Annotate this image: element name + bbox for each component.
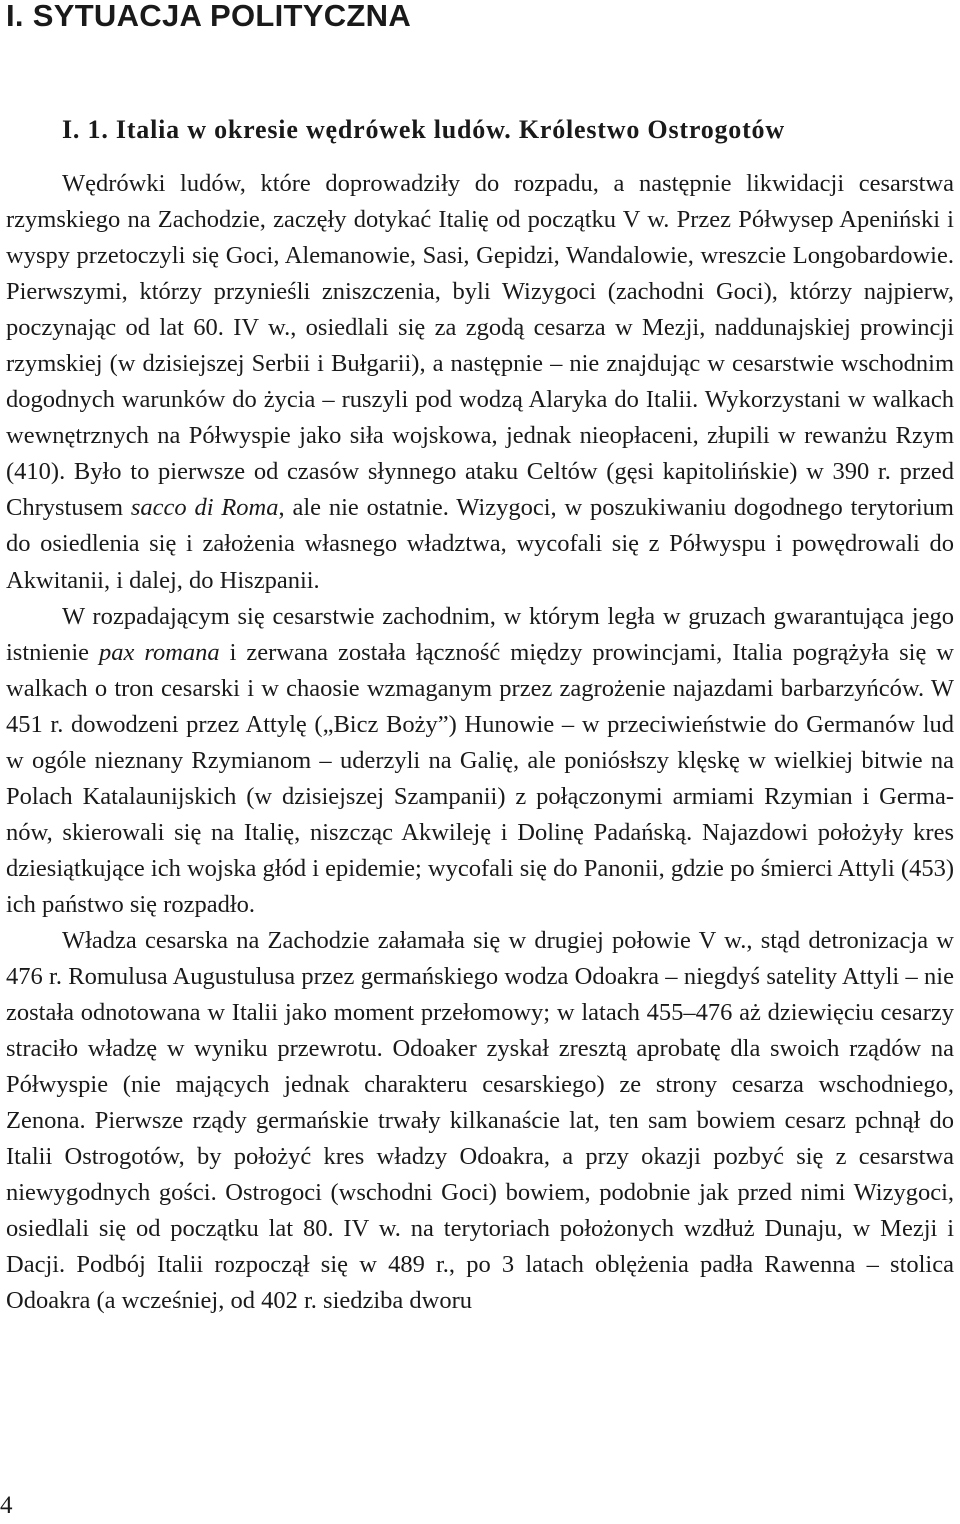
paragraph-1-text-a: Wędrówki ludów, które doprowadziły do rozpadu, a następnie likwidacji cesarstwa rzymskiego na Zachodzie, zaczęły dotykać Italię od początku V w. Przez Półwysep Apeniński i wyspy przetoczyli się Goci, Alemanowie, Sasi, Gepidzi, Wandalowie, wreszcie Longobardowie. Pierwszymi, którzy przynieśli zniszczenia, byli Wizygoci (zachodni Goci), którzy najpierw, poczynając od lat 60. IV w., osiedlali się za zgodą cesarza w Mezji, naddunajskiej prowincji rzymskiej (w dzisiejszej Serbii i Bułgarii), a następnie – nie znajdując w cesarstwie wschodnim dogodnych warunków do życia – ruszyli pod wodzą Alaryka do Italii. Wykorzystani w walkach wewnętrznych na Półwyspie jako siła wojskowa, jednak nieopłaceni, złupili w rewanżu Rzym (410). Było to pierwsze od czasów słynnego ataku Celtów (gęsi kapitolińskie) w 390 r. przed Chrystusem [6, 170, 954, 522]
paragraph-2 [6, 599, 954, 923]
paragraph-1-text-b: , ale nie ostatnie. Wizygoci, w poszukiwaniu dogodnego terytorium do osiedlenia się i założenia własnego władztwa, wycofali się z Półwyspu i powędrowali do Akwitanii, i dalej, do Hiszpanii. [6, 494, 954, 594]
page-number: 4 [0, 1492, 13, 1519]
paragraph-3-text: Władza cesarska na Zachodzie załamała się w drugiej połowie V w., stąd detronizacja w 476 r. Romulusa Augustulusa przez germańskiego wodza Odoakra – niegdyś satelity Attyli – nie została odnotowana w Italii jako moment przełomowy; w latach 455–476 aż dziewięciu cesarzy straciło władzę w wyniku przewrotu. Odoaker zyskał zresztą aprobatę dla swoich rządów na Półwyspie (nie mających jednak charakteru cesarskiego) ze strony cesarza wschodniego, Zenona. Pierwsze rządy germańskie trwały kilkanaście lat, ten sam bowiem cesarz pchnął do Italii Ostrogotów, by położyć kres władzy Odoakra, a przy okazji pozbyć się z cesarstwa niewygodnych gości. Ostrogoci (wschodni Goci) bowiem, podobnie jak przed nimi Wizygoci, osiedlali się od początku lat 80. IV w. na terytoriach położonych wzdłuż Dunaju, w Mezji i Dacji. Podbój Italii rozpoczął się w 489 r., po 3 latach oblężenia padła Rawenna – stolica Odoakra (a wcześniej, od 402 r. siedziba dworu [6, 926, 954, 1315]
paragraph-2-italic-term: pax romana [98, 638, 220, 666]
paragraph-2-text-a: W rozpadającym się cesarstwie zachodnim, w którym legła w gruzach gwarantująca jego istnienie [6, 602, 954, 666]
paragraph-3 [6, 923, 954, 1320]
section-title: I. 1. Italia w okresie wędrówek ludów. Królestwo Ostrogotów [62, 115, 785, 144]
paragraph-1 [6, 166, 954, 599]
paragraph-2-text-b: i zerwana została łączność między prowincjami, Italia pogrążyła się w walkach o tron cesarski i w chaosie wzmaganym przez zagrożenie najazdami barbarzyńców. W 451 r. dowodzeni przez Attylę („Bicz Boży”) Hunowie – w przeciwieństwie do Germanów lud w ogóle nieznany Rzymianom – uderzyli na Galię, ale poniósłszy klęskę w wielkiej bitwie na Polach Katalaunijskich (w dzisiejszej Szampanii) z połączonymi armiami Rzymian i Germanów, skierowali się na Italię, niszcząc Akwileję i Dolinę Padańską. Najazdowi położyły kres dziesiątkujące ich wojska głód i epidemie; wycofali się do Panonii, gdzie po śmierci Attyli (453) ich państwo się rozpadło. [6, 638, 954, 918]
body-text [6, 166, 954, 1320]
chapter-title: I. SYTUACJA POLITYCZNA [6, 0, 412, 33]
paragraph-1-italic-term: sacco di Roma [130, 494, 279, 522]
